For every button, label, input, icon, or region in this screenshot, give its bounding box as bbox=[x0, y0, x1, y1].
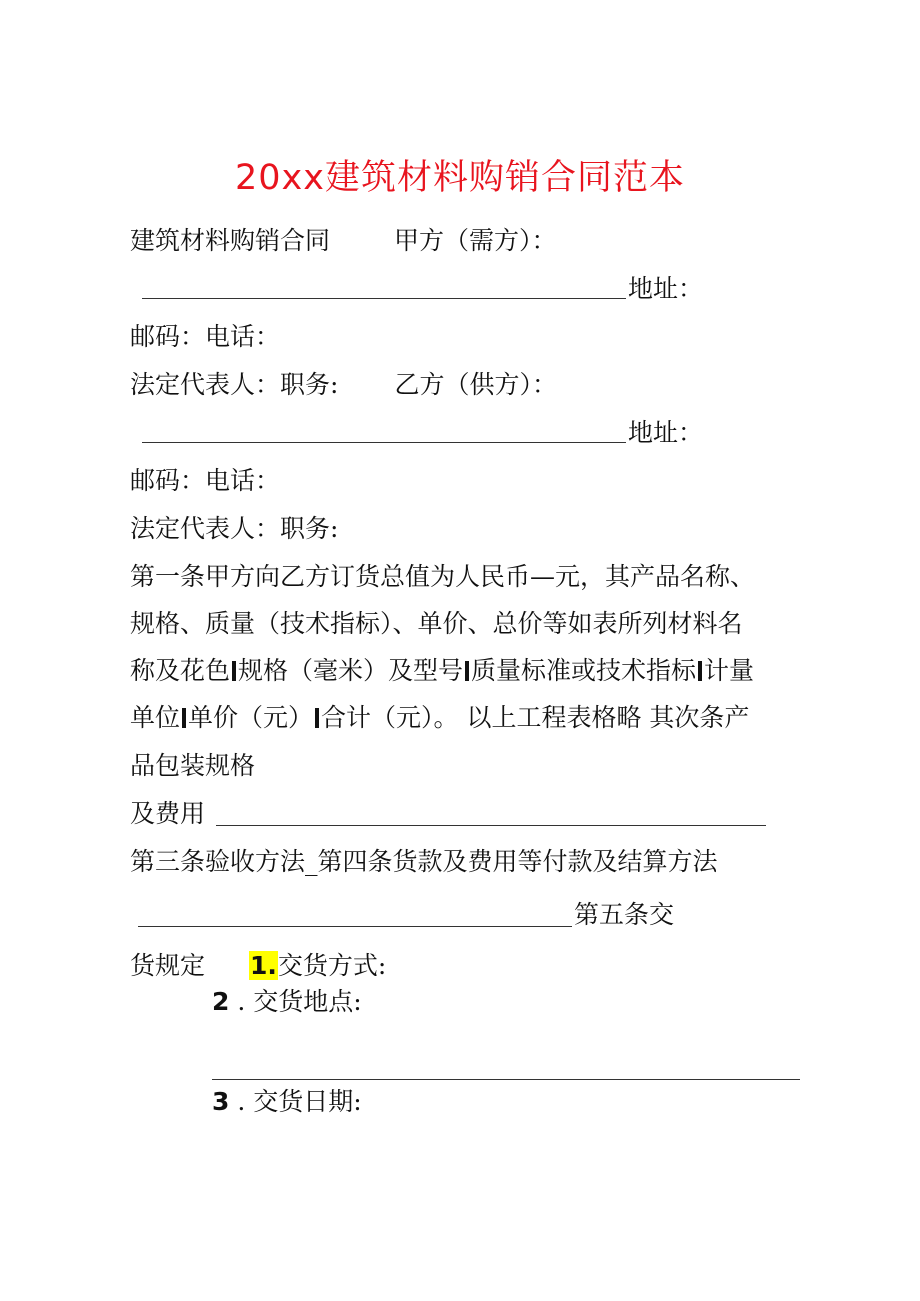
article5-sub-line bbox=[130, 951, 386, 981]
article1-line5: 品包装规格 bbox=[130, 751, 256, 780]
item3-number: 3 bbox=[212, 1087, 230, 1116]
item2-text: . 交货地点: bbox=[237, 987, 362, 1016]
article1-line4-part-b: 单价（元） bbox=[188, 703, 314, 732]
column-separator bbox=[698, 661, 702, 681]
article1-line4 bbox=[130, 703, 749, 733]
item2-line bbox=[212, 987, 362, 1017]
item3-text: . 交货日期: bbox=[237, 1087, 362, 1116]
article5-head: 第五条交 bbox=[574, 900, 675, 929]
document-title: 20xx建筑材料购销合同范本 bbox=[235, 158, 685, 198]
column-separator bbox=[465, 661, 469, 681]
contract-name: 建筑材料购销合同 bbox=[130, 226, 331, 255]
article1-line3-part-d: 计量 bbox=[704, 656, 755, 685]
party-b-label: 乙方（供方）： bbox=[394, 370, 557, 399]
header-line bbox=[130, 226, 557, 256]
party-b-postcode-phone: 邮码：电话： bbox=[130, 466, 281, 495]
article3-4-line: 第三条验收方法_第四条货款及费用等付款及结算方法 bbox=[130, 847, 718, 876]
party-a-postcode-phone: 邮码：电话： bbox=[130, 322, 281, 351]
party-b-representative: 法定代表人：职务: bbox=[130, 514, 339, 543]
item1-text: 交货方式: bbox=[277, 951, 387, 980]
settlement-method-blank bbox=[138, 926, 572, 927]
delivery-location-blank bbox=[212, 1079, 800, 1080]
article1-line2: 规格、质量（技术指标）、单价、总价等如表所列材料名 bbox=[130, 609, 743, 638]
column-separator bbox=[315, 708, 319, 728]
article1-line3-part-a: 称及花色 bbox=[130, 656, 231, 685]
party-a-representative: 法定代表人：职务: bbox=[130, 370, 339, 399]
item1-number: 1. bbox=[250, 951, 277, 980]
article1-line4-part-c: 合计（元）。 以上工程表格略 其次条产 bbox=[321, 703, 750, 732]
party-a-address-blank bbox=[142, 298, 626, 299]
party-a-address-label: 地址： bbox=[628, 274, 704, 303]
party-a-label: 甲方（需方）： bbox=[394, 226, 557, 255]
column-separator bbox=[232, 661, 236, 681]
item3-line bbox=[212, 1087, 362, 1117]
column-separator bbox=[182, 708, 186, 728]
party-b-address-blank bbox=[142, 442, 626, 443]
article1-line6: 及费用 bbox=[130, 799, 206, 828]
article1-line3 bbox=[130, 656, 754, 686]
article1-line3-part-b: 规格（毫米）及型号 bbox=[238, 656, 464, 685]
article1-line3-part-c: 质量标准或技术指标 bbox=[471, 656, 697, 685]
article5-sub: 货规定 bbox=[130, 951, 206, 980]
packaging-fee-blank bbox=[216, 825, 766, 826]
article1-line4-part-a: 单位 bbox=[130, 703, 181, 732]
party-a-rep-line bbox=[130, 370, 557, 400]
article1-line1: 第一条甲方向乙方订货总值为人民币—元，其产品名称、 bbox=[130, 562, 756, 591]
party-b-address-label: 地址： bbox=[628, 418, 704, 447]
item2-number: 2 bbox=[212, 987, 230, 1016]
